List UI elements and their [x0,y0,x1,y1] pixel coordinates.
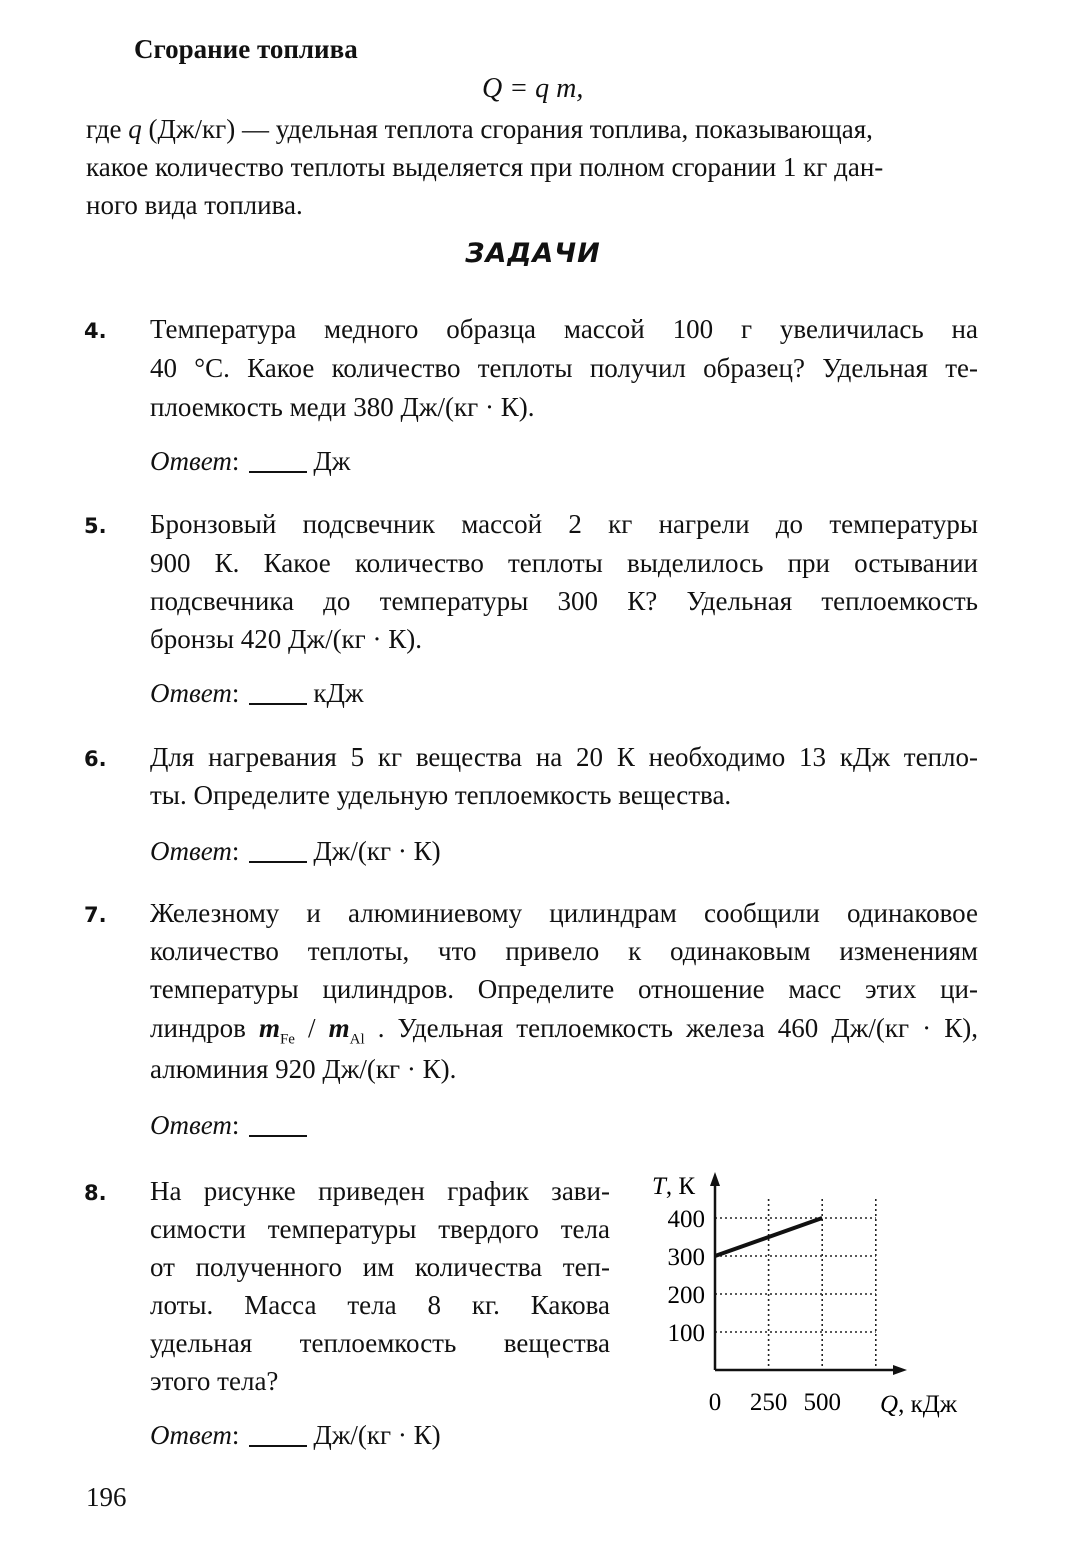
answer-label: Ответ [150,836,232,866]
answer-blank[interactable] [249,445,307,473]
problem-4-line-1: Температура медного образца массой 100 г увеличилась на [150,314,978,344]
problem-7-line-3: температуры цилиндров. Определите отношение масс этих ци- [150,974,978,1004]
y-tick-label: 300 [667,1244,705,1271]
temperature-heat-chart [640,1160,980,1420]
problem-8-answer: Ответ: Дж/(кг · К) [150,1420,441,1450]
problem-6-line-1: Для нагревания 5 кг вещества на 20 К необходимо 13 кДж тепло- [150,742,978,772]
section-title: Сгорание топлива [134,34,358,64]
problem-5-line-1: Бронзовый подсвечник массой 2 кг нагрели до температуры [150,509,978,539]
answer-blank[interactable] [249,677,307,705]
problem-7-line-4: линдров $m_{Fe} / m_{Al}$ . Удельная теплоемкость железа 460 Дж/(кг · К), [150,1013,978,1048]
problem-6-number: 6. [84,747,107,771]
y-axis-label: T, К [652,1173,696,1200]
x-tick-label: 0 [708,1389,722,1416]
problem-8-line-1: На рисунке приведен график зави- [150,1176,610,1206]
answer-blank[interactable] [249,1419,307,1447]
problem-4-answer: Ответ: Дж [150,446,351,476]
y-axis-arrow [710,1172,720,1186]
intro-line-1: где q (Дж/кг) — удельная теплота сгорания топлива, показывающая, [86,114,873,144]
problem-8-line-5: удельная теплоемкость вещества [150,1328,610,1358]
problem-5-answer: Ответ: кДж [150,678,364,708]
problems-heading: ЗАДАЧИ [465,238,601,269]
problem-5-line-3: подсвечника до температуры 300 К? Удельная теплоемкость [150,586,978,616]
x-axis-label: Q, кДж [880,1391,958,1418]
y-tick-label: 400 [667,1206,705,1233]
answer-label: Ответ [150,446,232,476]
problem-4-number: 4. [84,319,107,343]
problem-6-line-2: ты. Определите удельную теплоемкость вещества. [150,780,732,810]
problem-5-line-4: бронзы 420 Дж/(кг · К). [150,624,422,654]
problem-7-line-1: Железному и алюминиевому цилиндрам сообщили одинаковое [150,898,978,928]
problem-7-answer: Ответ: [150,1106,313,1144]
answer-unit: кДж [313,678,364,708]
page-number: 196 [86,1482,127,1512]
problem-8-line-2: симости температуры твердого тела [150,1214,610,1244]
answer-label: Ответ [150,1420,232,1450]
problem-4-line-2: 40 °С. Какое количество теплоты получил образец? Удельная те- [150,353,978,383]
y-tick-label: 200 [667,1282,705,1309]
x-tick-label: 500 [803,1389,841,1416]
var-q: q [128,114,142,144]
problem-5-line-2: 900 К. Какое количество теплоты выделилось при остывании [150,548,978,578]
chart-grid [715,1199,876,1370]
answer-blank[interactable] [249,835,307,863]
problem-8-line-4: лоты. Масса тела 8 кг. Какова [150,1290,610,1320]
answer-unit: Дж/(кг · К) [313,1420,441,1450]
intro-line-2: какое количество теплоты выделяется при полном сгорании 1 кг дан- [86,152,884,182]
answer-label: Ответ [150,678,232,708]
chart-axes [710,1172,907,1375]
y-tick-label: 100 [667,1320,705,1347]
formula-heat-of-combustion: Q = q m, [482,73,584,104]
problem-8-number: 8. [84,1181,107,1205]
problem-7-line-2: количество теплоты, что привело к одинаковым изменениям [150,936,978,966]
chart-labels [652,1173,958,1418]
problem-7-line-5: алюминия 920 Дж/(кг · К). [150,1054,457,1084]
intro-line-3: ного вида топлива. [86,190,303,220]
x-axis-arrow [893,1365,907,1375]
x-tick-label: 250 [749,1389,788,1416]
problem-8-line-6: этого тела? [150,1366,279,1396]
problem-6-answer: Ответ: Дж/(кг · К) [150,836,441,866]
problem-8-line-3: от полученного им количества теп- [150,1252,610,1282]
answer-unit: Дж/(кг · К) [313,836,441,866]
problem-5-number: 5. [84,514,107,538]
problem-7-number: 7. [84,903,107,927]
answer-unit: Дж [313,446,351,476]
answer-label: Ответ [150,1110,232,1140]
answer-blank[interactable] [249,1109,307,1137]
problem-4-line-3: плоемкость меди 380 Дж/(кг · К). [150,392,535,422]
